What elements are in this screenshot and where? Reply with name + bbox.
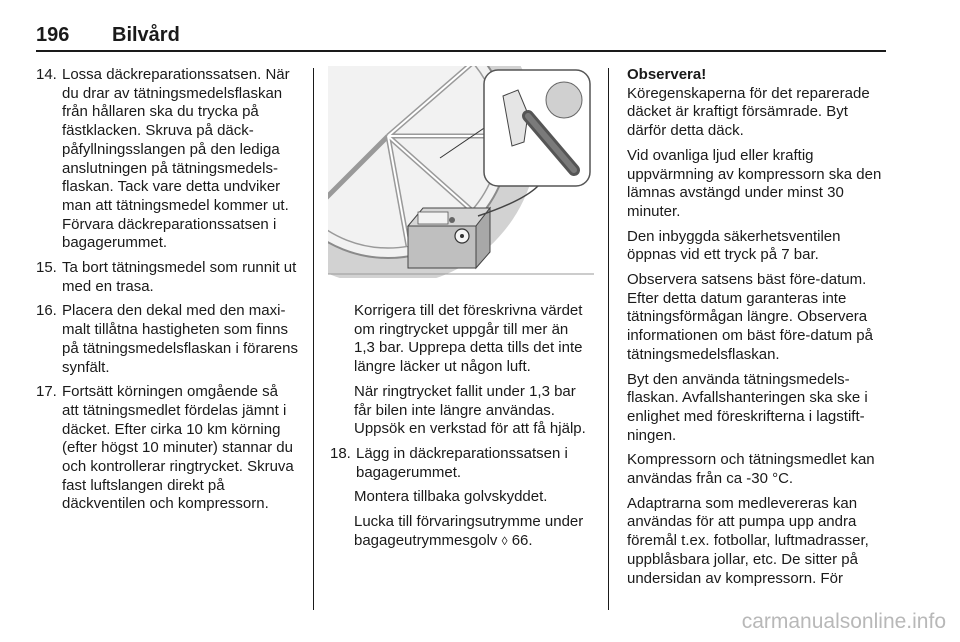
notice-title: Observera! — [627, 66, 707, 83]
step-number: 14. — [36, 66, 57, 83]
step-number: 18. — [330, 444, 351, 462]
page-number: 196 — [36, 24, 70, 46]
noise-heat-text: Vid ovanliga ljud eller kraftig uppvärmning av kompressorn ska den lämnas avstängd under minst 30 minuter. — [627, 146, 882, 220]
best-before-text: Observera satsens bäst före-datum. Efter detta datum garanteras inte tätningsförmågan längre. Observera informationen om bäst före-datum på tätningsmedelsflaskan. — [627, 271, 873, 363]
tire-compressor-illustration — [328, 66, 594, 278]
column-divider-left — [313, 68, 314, 610]
temperature-text: Kompressorn och tätningsmedlet kan användas från ca -30 °C. — [627, 451, 875, 488]
step-number: 17. — [36, 383, 57, 401]
column-right — [627, 66, 887, 594]
column-divider-right — [608, 68, 609, 610]
safety-valve-text: Den inbyggda säkerhetsventilen öppnas vid ett tryck på 7 bar. — [627, 227, 841, 264]
step-18 — [330, 445, 592, 482]
steps-list-middle — [330, 445, 592, 482]
column-middle — [330, 302, 592, 556]
notice-text: Köregenskaperna för det reparerade däcket är kraftigt försämrade. Byt därför detta däck. — [627, 84, 870, 140]
watermark: carmanualsonline.info — [741, 610, 946, 633]
page-reference-link[interactable]: 66. — [511, 531, 533, 549]
step-number: 16. — [36, 302, 57, 320]
step-14 — [36, 66, 298, 253]
step-16 — [36, 302, 298, 377]
step-15 — [36, 259, 298, 296]
page-reference-arrow-icon: ◊ — [501, 533, 508, 548]
step-text: Ta bort tätningsmedel som runnit ut med en trasa. — [62, 259, 297, 295]
step-text: Lägg in däckreparationssatsen i bagagerummet. — [356, 444, 568, 481]
low-pressure-warning-text: När ringtrycket fallit under 1,3 bar får bilen inte längre användas. Uppsök en verkstad för att få hjälp. — [354, 382, 586, 438]
pressure-correction-text: Korrigera till det föreskrivna värdet om ringtrycket uppgår till mer än 1,3 bar. Upprepa detta tills det inte längre läcker ut någon luft. — [354, 302, 583, 376]
storage-reference-label: Lucka till förvaringsutrymme under bagageutrymmesgolv — [354, 513, 584, 549]
steps-list-left — [36, 66, 298, 514]
section-title: Bilvård — [112, 24, 180, 46]
step-text: Lossa däckreparationssatsen. När du drar av tätningsmedelsflaskan från hållaren ska du trycka på fästklacken. Skruva på däckpåfyllningsslangen på den lediga anslutningen på tätningsmedelsflaskan. Tack vare detta undviker man att tätningsmedel kommer ut. Förvara däckreparationssatsen i bagagerummet. — [62, 66, 290, 252]
step-number: 15. — [36, 259, 57, 277]
step-text: Placera den dekal med den maximalt tillåtna hastigheten som finns på tätningsmedelsflaskan i förarens synfält. — [62, 302, 298, 376]
floor-cover-text: Montera tillbaka golvskyddet. — [354, 488, 548, 506]
adapters-text: Adaptrarna som medlevereras kan användas för att pumpa upp andra föremål t.ex. fotbollar, luftmadrasser, uppblåsbara jollar, etc. De sitter på undersidan av kompressorn. För — [627, 494, 869, 587]
step-17 — [36, 383, 298, 514]
disposal-text: Byt den använda tätningsmedelsflaskan. Avfallshanteringen ska ske i enlighet med föreskrifterna i lagstiftningen. — [627, 370, 868, 444]
header-rule — [36, 50, 886, 52]
storage-reference-text — [330, 513, 592, 550]
column-left — [36, 66, 298, 520]
step-text: Fortsätt körningen omgående så att tätningsmedlet fördelas jämnt i däcket. Efter cirka 10 km körning (efter högst 10 minuter) stannar du och kontrollerar ringtrycket. Skruva fast luftslangen direkt på däckventilen och kompressorn. — [62, 383, 294, 513]
